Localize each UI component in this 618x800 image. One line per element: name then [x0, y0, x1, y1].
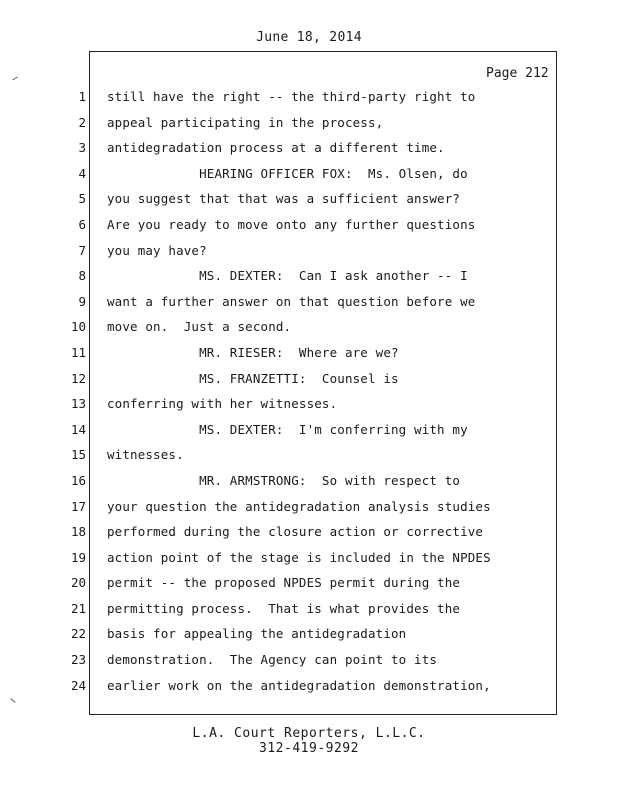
line-number: 23	[70, 652, 86, 668]
line-number: 14	[70, 421, 86, 437]
line-number: 10	[70, 319, 86, 335]
transcript-line: MS. FRANZETTI: Counsel is	[107, 370, 399, 386]
transcript-line: appeal participating in the process,	[107, 114, 384, 130]
line-number: 12	[70, 370, 86, 386]
transcript-line: antidegradation process at a different time.	[107, 140, 445, 156]
reporter-company: L.A. Court Reporters, L.L.C.	[192, 726, 426, 741]
transcript-line: you may have?	[107, 242, 207, 258]
line-number: 20	[70, 575, 86, 591]
line-number: 11	[70, 344, 86, 360]
line-number-column	[60, 88, 86, 702]
line-number: 2	[78, 114, 86, 130]
transcript-line: conferring with her witnesses.	[107, 396, 338, 412]
line-number: 4	[78, 165, 86, 181]
scan-artifact	[10, 698, 15, 703]
transcript-line: demonstration. The Agency can point to its	[107, 652, 438, 668]
transcript-line: MS. DEXTER: I'm conferring with my	[107, 421, 468, 437]
page-number: Page 212	[486, 66, 549, 81]
line-number: 18	[70, 524, 86, 540]
line-number: 6	[78, 216, 86, 232]
line-number: 22	[70, 626, 86, 642]
transcript-line: want a further answer on that question before we	[107, 293, 476, 309]
footer	[0, 726, 618, 756]
reporter-phone: 312-419-9292	[259, 741, 359, 756]
line-number: 16	[70, 472, 86, 488]
transcript-line: earlier work on the antidegradation demonstration,	[107, 677, 491, 693]
transcript-line: witnesses.	[107, 447, 184, 463]
transcript-line: action point of the stage is included in the NPDES	[107, 549, 491, 565]
line-number: 13	[70, 396, 86, 412]
line-number: 9	[78, 293, 86, 309]
transcript-line: performed during the closure action or corrective	[107, 524, 484, 540]
line-number: 5	[78, 191, 86, 207]
line-number: 21	[70, 600, 86, 616]
transcript-line: Are you ready to move onto any further questions	[107, 216, 476, 232]
line-number: 1	[78, 89, 86, 104]
transcript-line: MR. ARMSTRONG: So with respect to	[107, 472, 461, 488]
transcript-line: you suggest that that was a sufficient answer?	[107, 191, 461, 207]
line-number: 3	[78, 140, 86, 156]
transcript-line: move on. Just a second.	[107, 319, 292, 335]
transcript-line: MS. DEXTER: Can I ask another -- I	[107, 268, 468, 284]
transcript-text	[107, 88, 547, 702]
transcript-line: permit -- the proposed NPDES permit during the	[107, 575, 461, 591]
transcript-line: still have the right -- the third-party right to	[107, 89, 476, 104]
line-number: 15	[70, 447, 86, 463]
line-number: 19	[70, 549, 86, 565]
transcript-line: your question the antidegradation analysis studies	[107, 498, 491, 514]
transcript-line: HEARING OFFICER FOX: Ms. Olsen, do	[107, 165, 468, 181]
line-number: 24	[70, 677, 86, 693]
page-date: June 18, 2014	[256, 30, 362, 45]
line-number: 17	[70, 498, 86, 514]
transcript-line: permitting process. That is what provides the	[107, 600, 461, 616]
transcript-line: MR. RIESER: Where are we?	[107, 344, 399, 360]
line-number: 7	[78, 242, 86, 258]
transcript-line: basis for appealing the antidegradation	[107, 626, 407, 642]
scan-artifact	[12, 77, 18, 81]
line-number: 8	[78, 268, 86, 284]
